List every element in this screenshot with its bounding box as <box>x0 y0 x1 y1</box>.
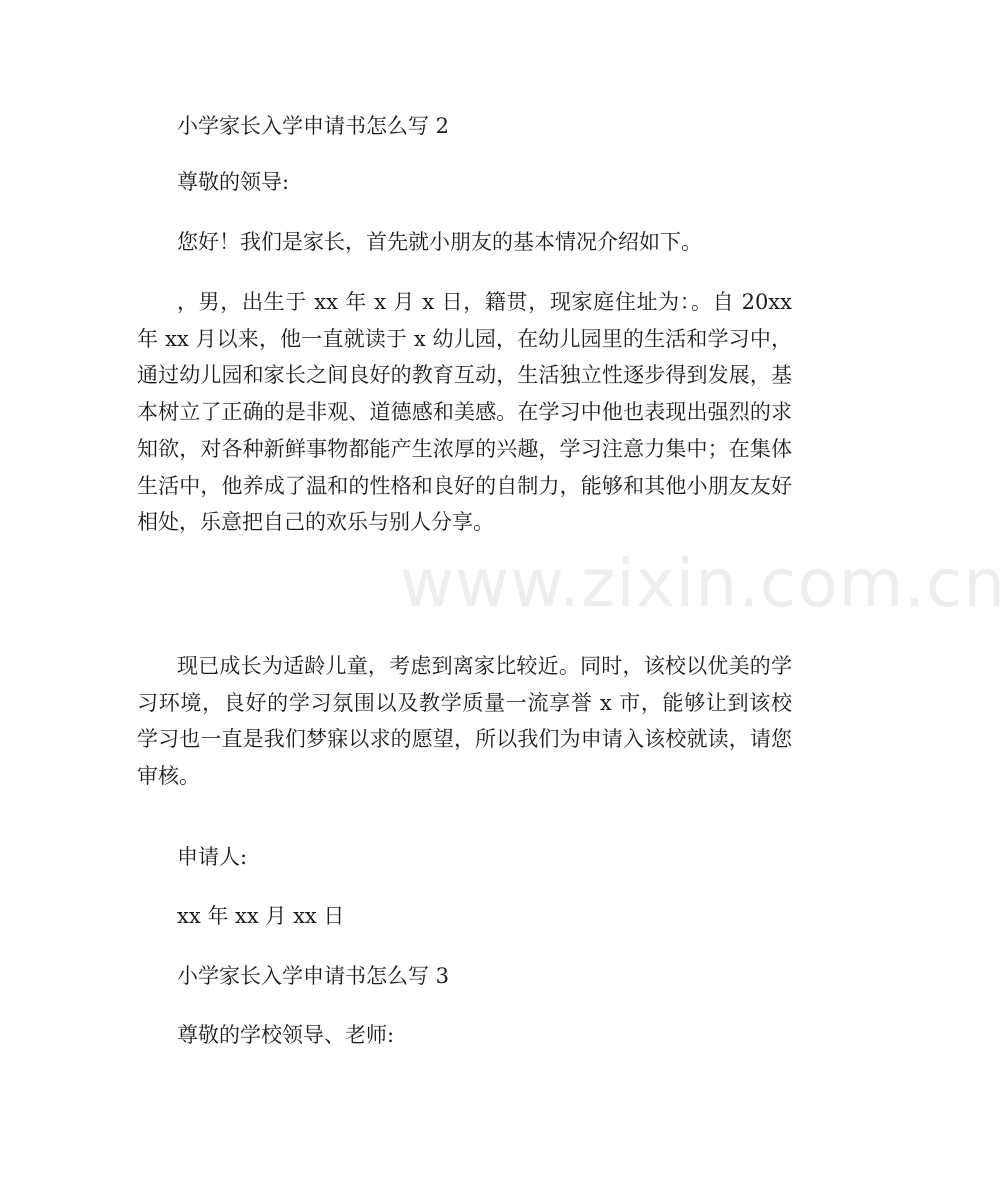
greeting-line: 您好！我们是家长，首先就小朋友的基本情况介绍如下。 <box>177 230 702 254</box>
watermark-text: www.zixin.com.cn <box>400 545 1006 622</box>
section-heading-2: 小学家长入学申请书怎么写 2 <box>177 114 450 138</box>
date-line: xx 年 xx 月 xx 日 <box>177 904 345 928</box>
section-heading-3: 小学家长入学申请书怎么写 3 <box>177 964 450 988</box>
body-paragraph-1: ，男，出生于 xx 年 x 月 x 日，籍贯，现家庭住址为：。自 20xx 年 xx 月以来，他一直就读于 x 幼儿园，在幼儿园里的生活和学习中，通过幼儿园和家长之间良好的教育互动，生活独立性逐步得到发展，基本树立了正确的是非观、道德感和美感。在学习中他也表现出强烈的求知欲，对各种新鲜事物都能产生浓厚的兴趣，学习注意力集中；在集体生活中，他养成了温和的性格和良好的自制力，能够和其他小朋友友好相处，乐意把自己的欢乐与别人分享。 <box>137 290 792 535</box>
body-paragraph-2: 现已成长为适龄儿童，考虑到离家比较近。同时，该校以优美的学习环境，良好的学习氛围以及教学质量一流享誉 x 市，能够让到该校学习也一直是我们梦寐以求的愿望，所以我们为申请入该校就读，请您审核。 <box>137 654 792 789</box>
salutation-2: 尊敬的领导: <box>177 170 290 194</box>
salutation-3: 尊敬的学校领导、老师: <box>177 1023 395 1047</box>
applicant-label: 申请人: <box>177 845 248 869</box>
